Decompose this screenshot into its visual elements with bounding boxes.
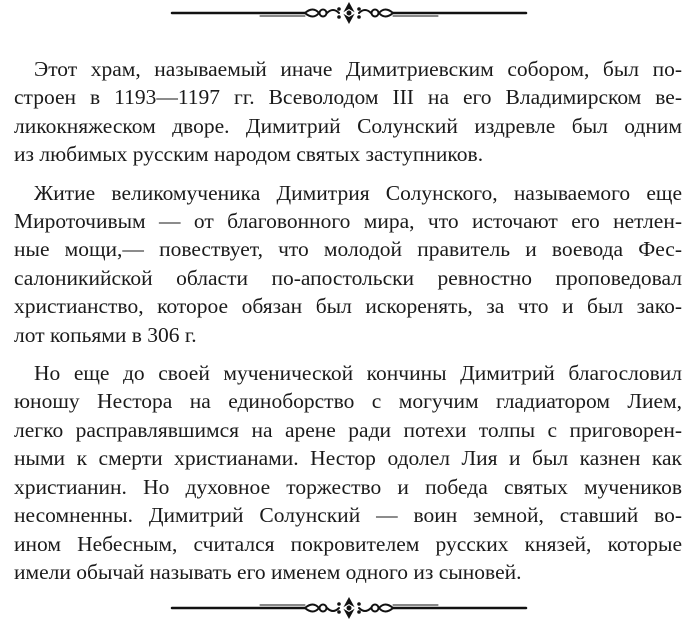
paragraph-2 bbox=[14, 179, 682, 349]
text-line: несомненны. Димитрий Солунский — воин земной, ставший во- bbox=[14, 503, 682, 528]
text-line: лот копьями в 306 г. bbox=[14, 322, 197, 347]
text-line: юношу Нестора на единоборство с могучим гладиатором Лием, bbox=[14, 389, 682, 414]
top-ornament-divider-icon bbox=[170, 0, 528, 24]
text-line: ными к смерти христианами. Нестор одолел Лия и был казнен как bbox=[14, 446, 682, 471]
text-line: легко расправлявшимся на арене ради потехи толпы с приговорен- bbox=[14, 417, 682, 442]
text-line: Этот храм, называемый иначе Димитриевским собором, был по- bbox=[34, 57, 682, 81]
paragraph-3 bbox=[14, 359, 682, 586]
body-text bbox=[14, 55, 682, 596]
bottom-ornament-divider-icon bbox=[170, 595, 528, 619]
text-line: строен в 1193—1197 гг. Всеволодом III на его Владимирском ве- bbox=[14, 85, 682, 110]
text-line: ином Небесным, считался покровителем русских князей, которые bbox=[14, 531, 682, 556]
text-line: ные мощи,— повествует, что молодой правитель и воевода Фес- bbox=[14, 237, 682, 262]
text-line: имели обычай называть его именем одного из сыновей. bbox=[14, 559, 522, 584]
text-line: ликокняжеском дворе. Димитрий Солунский издревле был одним bbox=[14, 113, 682, 138]
paragraph-1 bbox=[14, 55, 682, 169]
text-line: Житие великомученика Димитрия Солунского, называемого еще bbox=[34, 180, 682, 205]
text-line: салоникийской области по-апостольски ревностно проповедовал bbox=[14, 265, 682, 290]
text-line: христианство, которое обязан был искоренять, за что и был зако- bbox=[14, 294, 682, 319]
text-line: Но еще до своей мученической кончины Димитрий благословил bbox=[34, 361, 682, 386]
text-line: Мироточивым — от благовонного мира, что источают его нетлен- bbox=[14, 209, 682, 234]
text-line: христианин. Но духовное торжество и победа святых мучеников bbox=[14, 474, 682, 499]
text-line: из любимых русским народом святых заступников. bbox=[14, 142, 484, 167]
